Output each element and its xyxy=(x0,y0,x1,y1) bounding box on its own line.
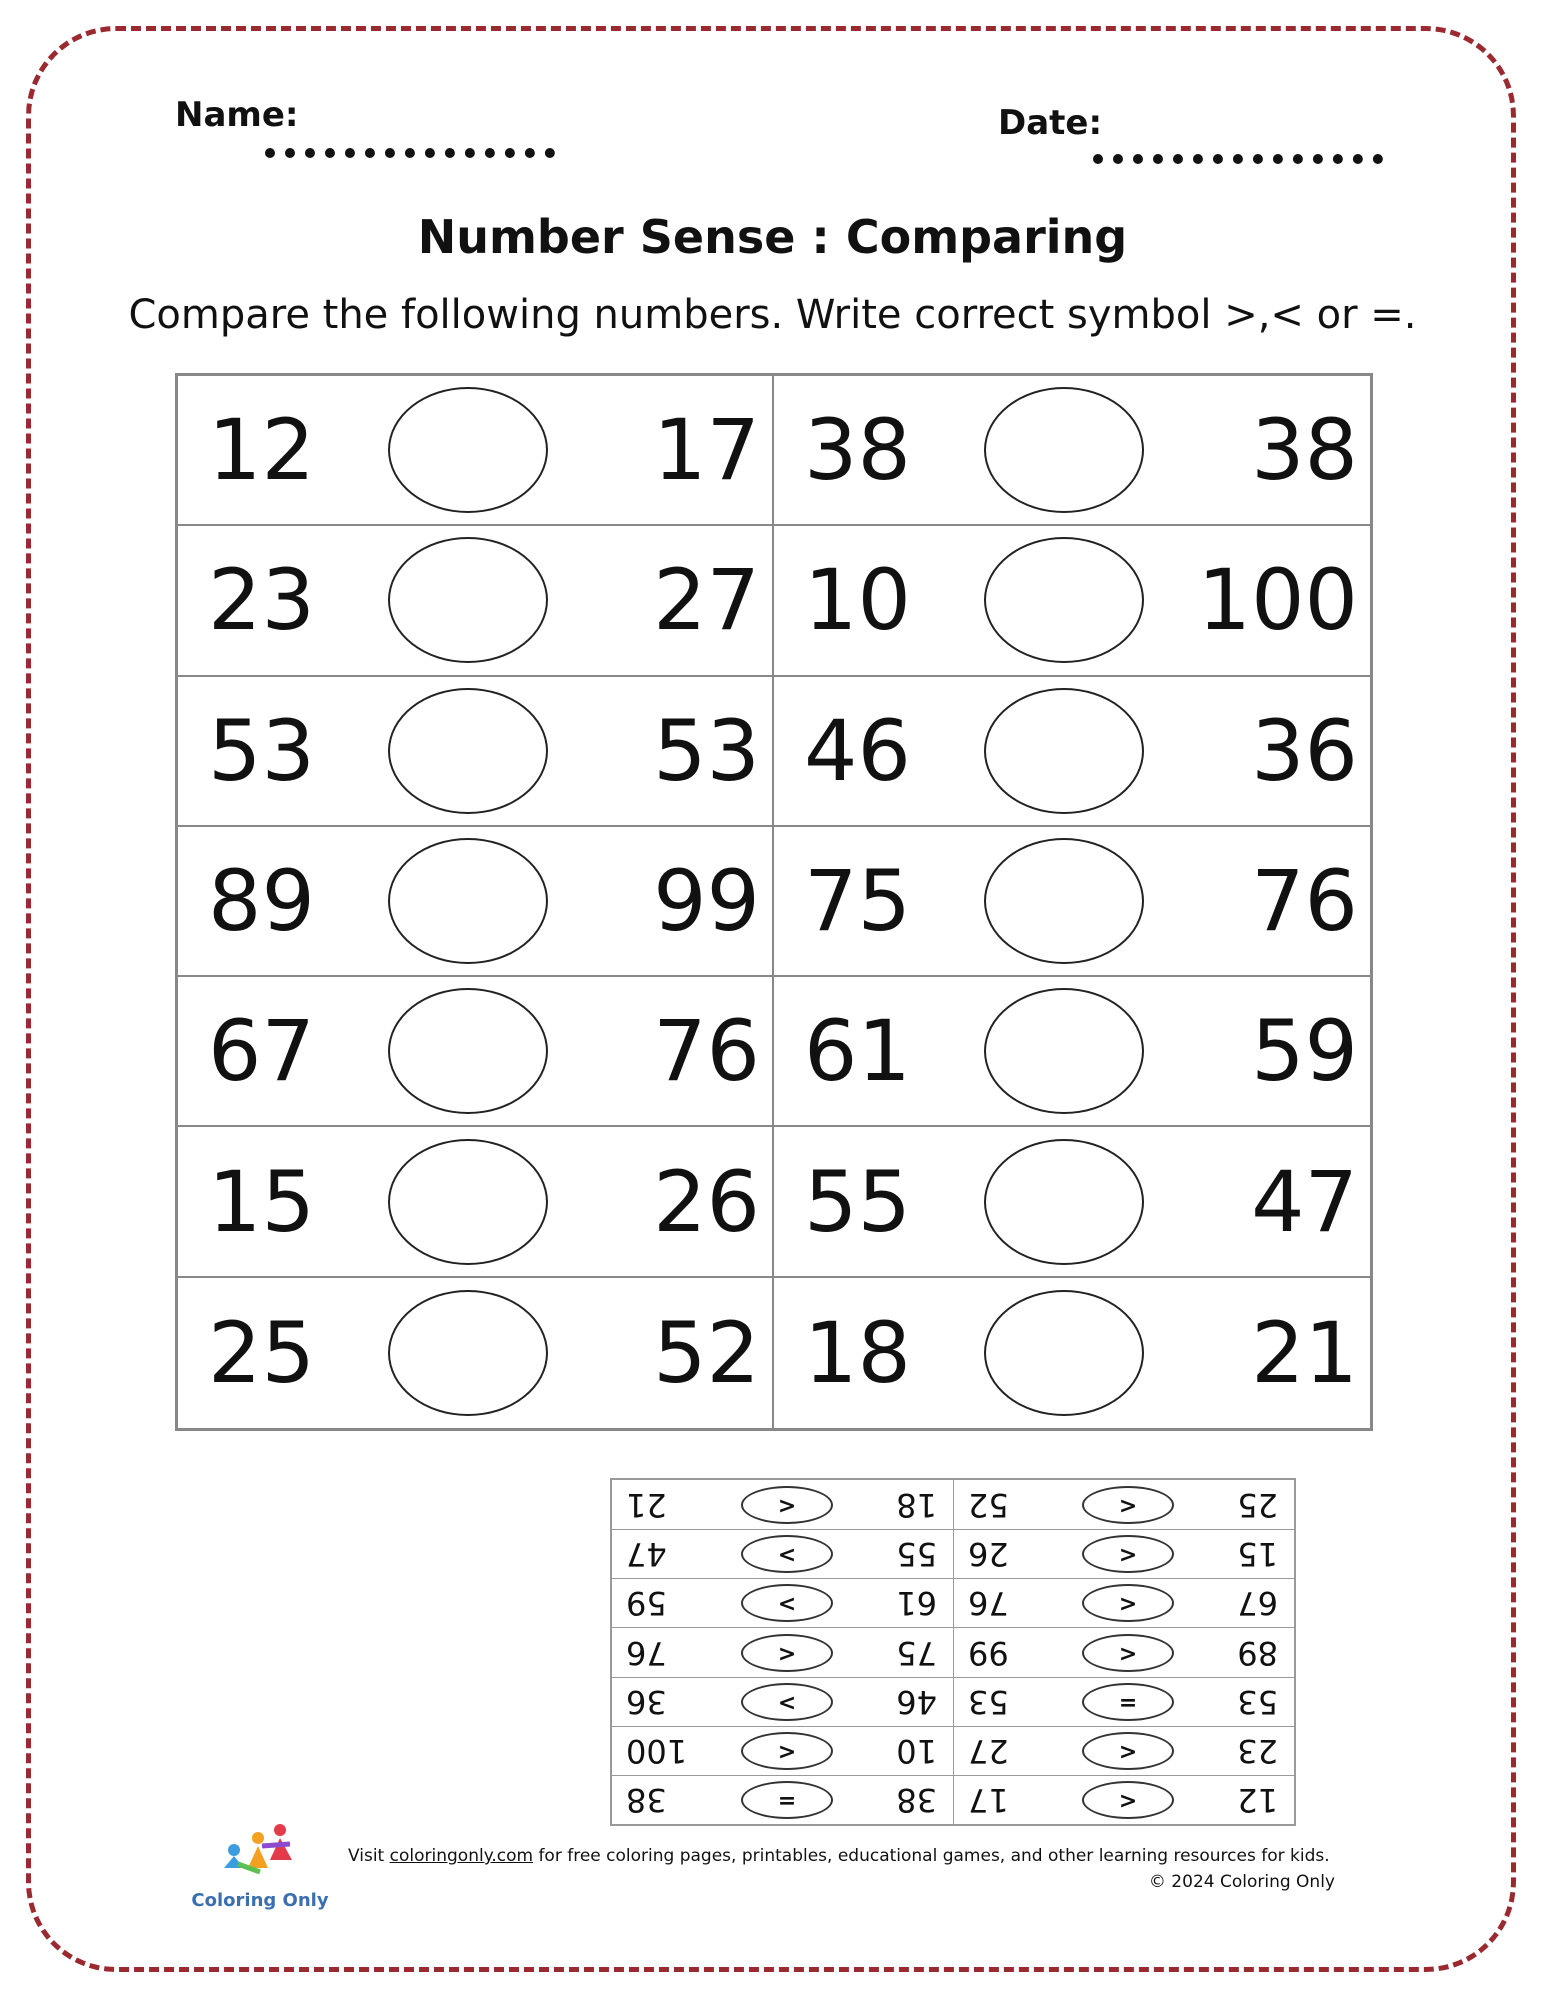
comparison-cell xyxy=(178,376,774,526)
key-first-number: 67 xyxy=(1237,1584,1278,1623)
first-number: 15 xyxy=(208,1152,315,1251)
answer-circle[interactable] xyxy=(388,688,548,814)
first-number: 61 xyxy=(804,1002,911,1101)
second-number: 53 xyxy=(653,701,760,800)
key-symbol: = xyxy=(741,1781,833,1819)
answer-circle[interactable] xyxy=(984,387,1144,513)
answer-circle[interactable] xyxy=(388,1139,548,1265)
key-second-number: 76 xyxy=(626,1633,667,1672)
answer-circle[interactable] xyxy=(388,387,548,513)
first-number: 89 xyxy=(208,851,315,950)
footer-visit-text xyxy=(348,1846,1330,1866)
answer-circle[interactable] xyxy=(984,688,1144,814)
first-number: 55 xyxy=(804,1152,911,1251)
answer-circle[interactable] xyxy=(984,988,1144,1114)
logo-text: Coloring Only xyxy=(191,1890,329,1911)
key-first-number: 12 xyxy=(1237,1780,1278,1819)
key-second-number: 53 xyxy=(968,1682,1009,1721)
key-second-number: 76 xyxy=(968,1584,1009,1623)
comparison-cell xyxy=(178,827,774,977)
key-symbol: < xyxy=(741,1486,833,1524)
key-second-number: 26 xyxy=(968,1535,1009,1574)
second-number: 26 xyxy=(653,1152,760,1251)
second-number: 38 xyxy=(1251,401,1358,500)
second-number: 17 xyxy=(653,401,760,500)
answer-key-cell xyxy=(612,1627,953,1676)
date-label: Date: xyxy=(998,103,1103,143)
key-symbol: < xyxy=(741,1732,833,1770)
second-number: 99 xyxy=(653,851,760,950)
logo-figures-icon xyxy=(220,1820,300,1890)
key-symbol: > xyxy=(741,1683,833,1721)
answer-circle[interactable] xyxy=(984,1290,1144,1416)
answer-key-cell xyxy=(953,1726,1294,1775)
answer-key-cell xyxy=(612,1578,953,1627)
key-first-number: 55 xyxy=(896,1535,937,1574)
first-number: 67 xyxy=(208,1002,315,1101)
comparison-grid xyxy=(175,373,1373,1431)
coloring-only-logo xyxy=(190,1820,330,1930)
key-symbol: < xyxy=(1082,1584,1174,1622)
key-second-number: 100 xyxy=(626,1731,688,1770)
key-second-number: 36 xyxy=(626,1682,667,1721)
second-number: 76 xyxy=(1251,851,1358,950)
comparison-cell xyxy=(178,1278,774,1428)
name-line[interactable] xyxy=(265,148,555,158)
comparison-cell xyxy=(178,526,774,676)
key-symbol: < xyxy=(1082,1732,1174,1770)
comparison-cell xyxy=(178,977,774,1127)
comparison-cell xyxy=(774,977,1370,1127)
answer-key-cell xyxy=(612,1529,953,1578)
page-title: Number Sense : Comparing xyxy=(417,210,1128,264)
answer-key xyxy=(610,1478,1296,1826)
first-number: 38 xyxy=(804,401,911,500)
second-number: 27 xyxy=(653,551,760,650)
answer-circle[interactable] xyxy=(984,838,1144,964)
second-number: 100 xyxy=(1197,551,1358,650)
answer-key-cell xyxy=(953,1627,1294,1676)
first-number: 10 xyxy=(804,551,911,650)
answer-circle[interactable] xyxy=(388,1290,548,1416)
second-number: 59 xyxy=(1251,1002,1358,1101)
key-symbol: < xyxy=(1082,1486,1174,1524)
comparison-cell xyxy=(774,1127,1370,1277)
key-first-number: 46 xyxy=(896,1682,937,1721)
second-number: 47 xyxy=(1251,1152,1358,1251)
second-number: 52 xyxy=(653,1303,760,1402)
first-number: 23 xyxy=(208,551,315,650)
key-symbol: < xyxy=(741,1634,833,1672)
key-symbol: < xyxy=(1082,1634,1174,1672)
first-number: 25 xyxy=(208,1303,315,1402)
key-second-number: 59 xyxy=(626,1584,667,1623)
key-first-number: 53 xyxy=(1237,1682,1278,1721)
first-number: 18 xyxy=(804,1303,911,1402)
key-first-number: 23 xyxy=(1237,1731,1278,1770)
key-symbol: > xyxy=(741,1535,833,1573)
key-second-number: 27 xyxy=(968,1731,1009,1770)
footer-visit-suffix: for free coloring pages, printables, educational games, and other learning resources for kids. xyxy=(533,1846,1330,1866)
answer-key-cell xyxy=(612,1677,953,1726)
comparison-cell xyxy=(774,1278,1370,1428)
second-number: 76 xyxy=(653,1002,760,1101)
answer-circle[interactable] xyxy=(388,838,548,964)
instruction-text: Compare the following numbers. Write correct symbol >,< or =. xyxy=(128,292,1417,338)
key-first-number: 75 xyxy=(896,1633,937,1672)
key-first-number: 38 xyxy=(896,1780,937,1819)
key-first-number: 18 xyxy=(896,1485,937,1524)
second-number: 21 xyxy=(1251,1303,1358,1402)
key-symbol: < xyxy=(1082,1535,1174,1573)
comparison-cell xyxy=(774,677,1370,827)
first-number: 12 xyxy=(208,401,315,500)
answer-key-cell xyxy=(953,1677,1294,1726)
answer-key-cell xyxy=(953,1480,1294,1529)
key-first-number: 89 xyxy=(1237,1633,1278,1672)
answer-key-cell xyxy=(953,1578,1294,1627)
second-number: 36 xyxy=(1251,701,1358,800)
answer-key-cell xyxy=(612,1480,953,1529)
comparison-cell xyxy=(774,526,1370,676)
footer-visit-prefix: Visit xyxy=(348,1846,390,1866)
answer-key-cell xyxy=(953,1775,1294,1824)
answer-key-cell xyxy=(612,1775,953,1824)
footer-link[interactable]: coloringonly.com xyxy=(389,1846,534,1866)
comparison-cell xyxy=(774,827,1370,977)
key-second-number: 47 xyxy=(626,1535,667,1574)
key-second-number: 38 xyxy=(626,1780,667,1819)
footer-copyright: © 2024 Coloring Only xyxy=(1148,1872,1335,1892)
name-label: Name: xyxy=(175,95,299,135)
comparison-cell xyxy=(774,376,1370,526)
key-first-number: 25 xyxy=(1237,1485,1278,1524)
key-symbol: = xyxy=(1082,1683,1174,1721)
key-symbol: > xyxy=(741,1584,833,1622)
key-first-number: 61 xyxy=(896,1584,937,1623)
date-line[interactable] xyxy=(1093,154,1383,164)
comparison-cell xyxy=(178,1127,774,1277)
key-first-number: 10 xyxy=(896,1731,937,1770)
first-number: 46 xyxy=(804,701,911,800)
key-symbol: < xyxy=(1082,1781,1174,1819)
key-second-number: 52 xyxy=(968,1485,1009,1524)
answer-key-cell xyxy=(612,1726,953,1775)
answer-circle[interactable] xyxy=(984,1139,1144,1265)
answer-circle[interactable] xyxy=(388,988,548,1114)
first-number: 53 xyxy=(208,701,315,800)
first-number: 75 xyxy=(804,851,911,950)
comparison-cell xyxy=(178,677,774,827)
key-second-number: 17 xyxy=(968,1780,1009,1819)
answer-circle[interactable] xyxy=(388,537,548,663)
answer-key-cell xyxy=(953,1529,1294,1578)
answer-circle[interactable] xyxy=(984,537,1144,663)
key-first-number: 15 xyxy=(1237,1535,1278,1574)
key-second-number: 99 xyxy=(968,1633,1009,1672)
key-second-number: 21 xyxy=(626,1485,667,1524)
